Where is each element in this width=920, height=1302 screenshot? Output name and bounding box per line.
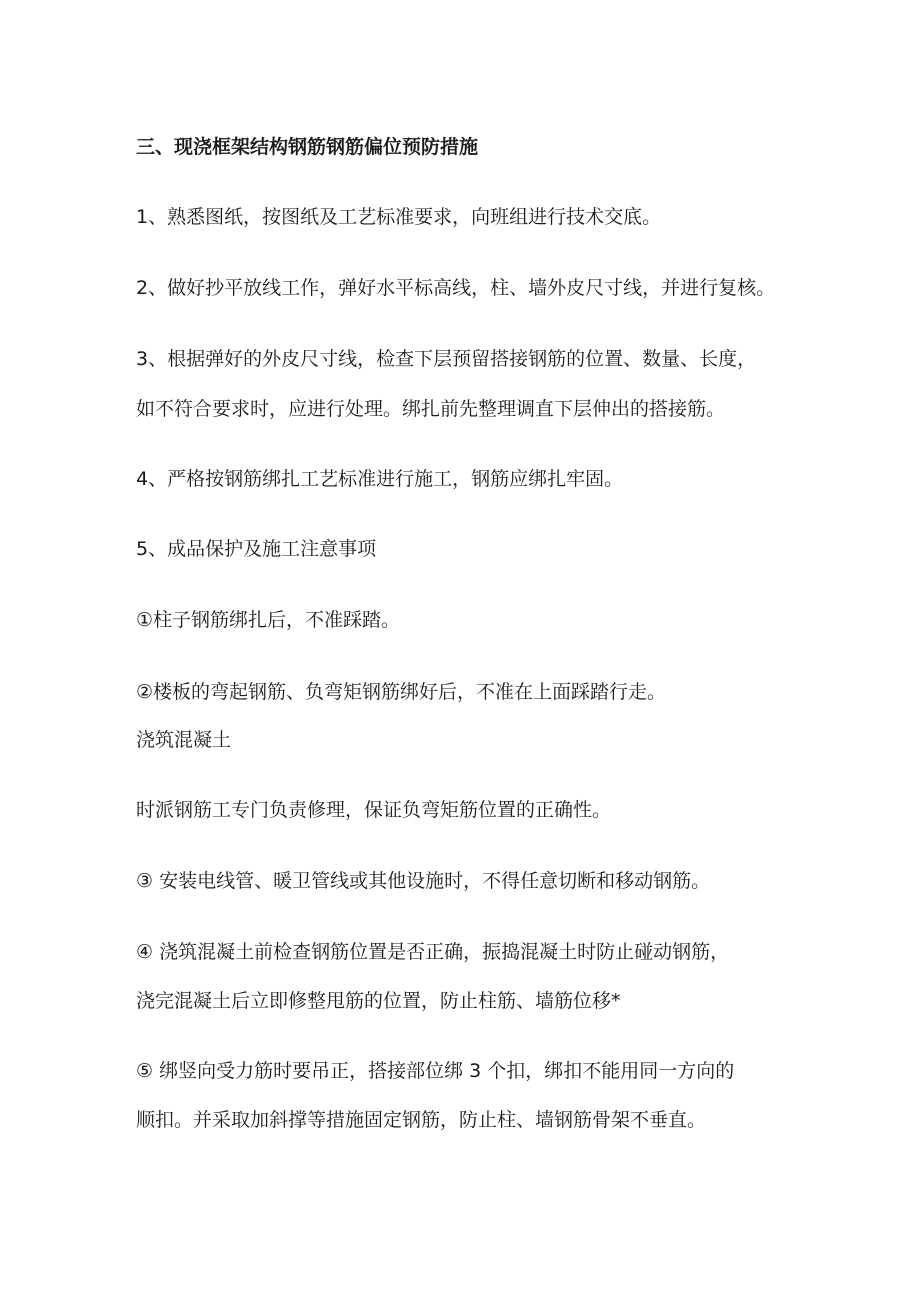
paragraph-line: ②楼板的弯起钢筋、负弯矩钢筋绑好后，不准在上面踩踏行走。: [136, 681, 667, 703]
paragraph-line: 1、熟悉图纸，按图纸及工艺标准要求，向班组进行技术交底。: [136, 206, 662, 228]
paragraph-line: 如不符合要求时，应进行处理。绑扎前先整理调直下层伸出的搭接筋。: [136, 398, 726, 420]
paragraph-line: 浇筑混凝土: [136, 729, 232, 751]
paragraph-line: 4、严格按钢筋绑扎工艺标准进行施工，钢筋应绑扎牢固。: [136, 468, 624, 490]
paragraph-line: 5、成品保护及施工注意事项: [136, 538, 377, 560]
paragraph-line: ④ 浇筑混凝土前检查钢筋位置是否正确，振捣混凝土时防止碰动钢筋，: [136, 941, 730, 963]
paragraph-line: ①柱子钢筋绑扎后，不准踩踏。: [136, 609, 401, 631]
paragraph-line: 2、做好抄平放线工作，弹好水平标高线，柱、墙外皮尺寸线，并进行复核。: [136, 277, 776, 299]
paragraph-line: 顺扣。并采取加斜撑等措施固定钢筋，防止柱、墙钢筋骨架不垂直。: [136, 1109, 707, 1131]
paragraph-line: 浇完混凝土后立即修整甩筋的位置，防止柱筋、墙筋位移*: [136, 990, 621, 1012]
paragraph-line: ③ 安装电线管、暖卫管线或其他设施时，不得任意切断和移动钢筋。: [136, 870, 711, 892]
paragraph-line: 时派钢筋工专门负责修理，保证负弯矩筋位置的正确性。: [136, 799, 612, 821]
section-heading: 三、现浇框架结构钢筋钢筋偏位预防措施: [136, 136, 479, 158]
paragraph-line: ⑤ 绑竖向受力筋时要吊正，搭接部位绑 3 个扣，绑扣不能用同一方向的: [136, 1060, 735, 1082]
paragraph-line: 3、根据弹好的外皮尺寸线，检查下层预留搭接钢筋的位置、数量、长度，: [136, 348, 757, 370]
